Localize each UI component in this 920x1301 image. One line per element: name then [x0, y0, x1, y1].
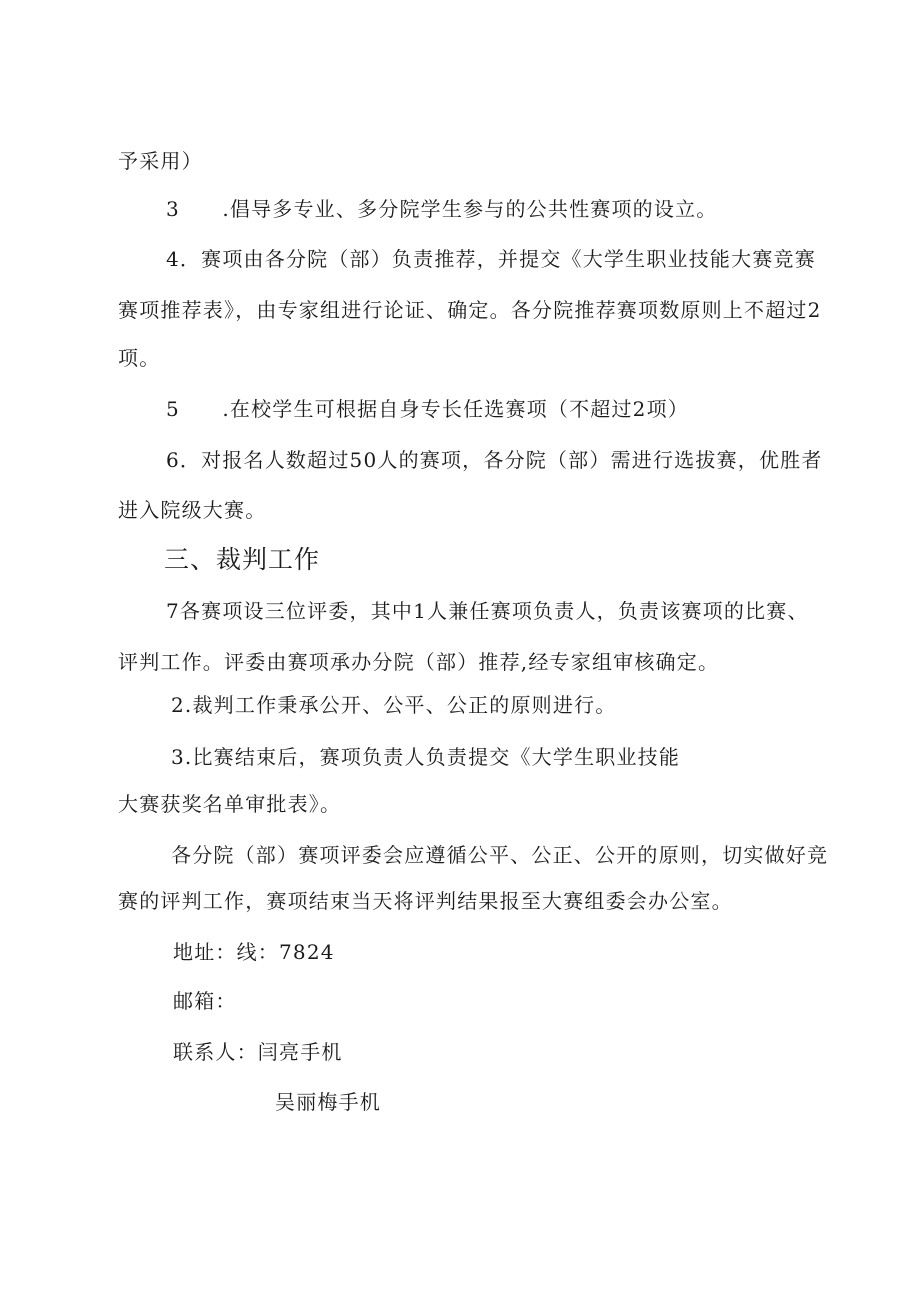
paragraph-line: 赛项推荐表》，由专家组进行论证、确定。各分院推荐赛项数原则上不超过2 — [118, 298, 822, 322]
list-item-4: 4．赛项由各分院（部）负责推荐，并提交《大学生职业技能大赛竞赛 — [166, 247, 816, 271]
paragraph-line: 赛的评判工作，赛项结束当天将评判结果报至大赛组委会办公室。 — [118, 889, 733, 913]
list-item-3b: 3.比赛结束后，赛项负责人负责提交《大学生职业技能 — [171, 745, 681, 769]
contact-person-2: 吴丽梅手机 — [275, 1090, 381, 1114]
list-item-5: 5 .在校学生可根据自身专长任选赛项（不超过2项） — [166, 397, 690, 421]
paragraph-line: 评判工作。评委由赛项承办分院（部）推荐,经专家组审核确定。 — [118, 650, 720, 674]
contact-person-1: 联系人：闫亮手机 — [173, 1040, 343, 1064]
contact-email: 邮箱： — [173, 989, 237, 1013]
list-item-2: 2.裁判工作秉承公开、公平、公正的原则进行。 — [171, 693, 617, 717]
paragraph-line: 予采用） — [118, 149, 203, 173]
section-heading: 三、裁判工作 — [164, 545, 321, 574]
list-item-6: 6．对报名人数超过50人的赛项，各分院（部）需进行选拔赛，优胜者 — [166, 448, 823, 472]
paragraph-line: 进入院级大赛。 — [118, 498, 267, 522]
paragraph-line: 各分院（部）赛项评委会应遵循公平、公正、公开的原则，切实做好竞 — [171, 843, 829, 867]
paragraph-line: 大赛获奖名单审批表》。 — [118, 792, 342, 816]
list-item-1: 7各赛项设三位评委，其中1人兼任赛项负责人，负责该赛项的比赛、 — [166, 599, 809, 623]
list-item-3: 3 .倡导多专业、多分院学生参与的公共性赛项的设立。 — [166, 197, 718, 221]
paragraph-line: 项。 — [118, 346, 161, 370]
contact-address: 地址：线：7824 — [173, 940, 335, 964]
